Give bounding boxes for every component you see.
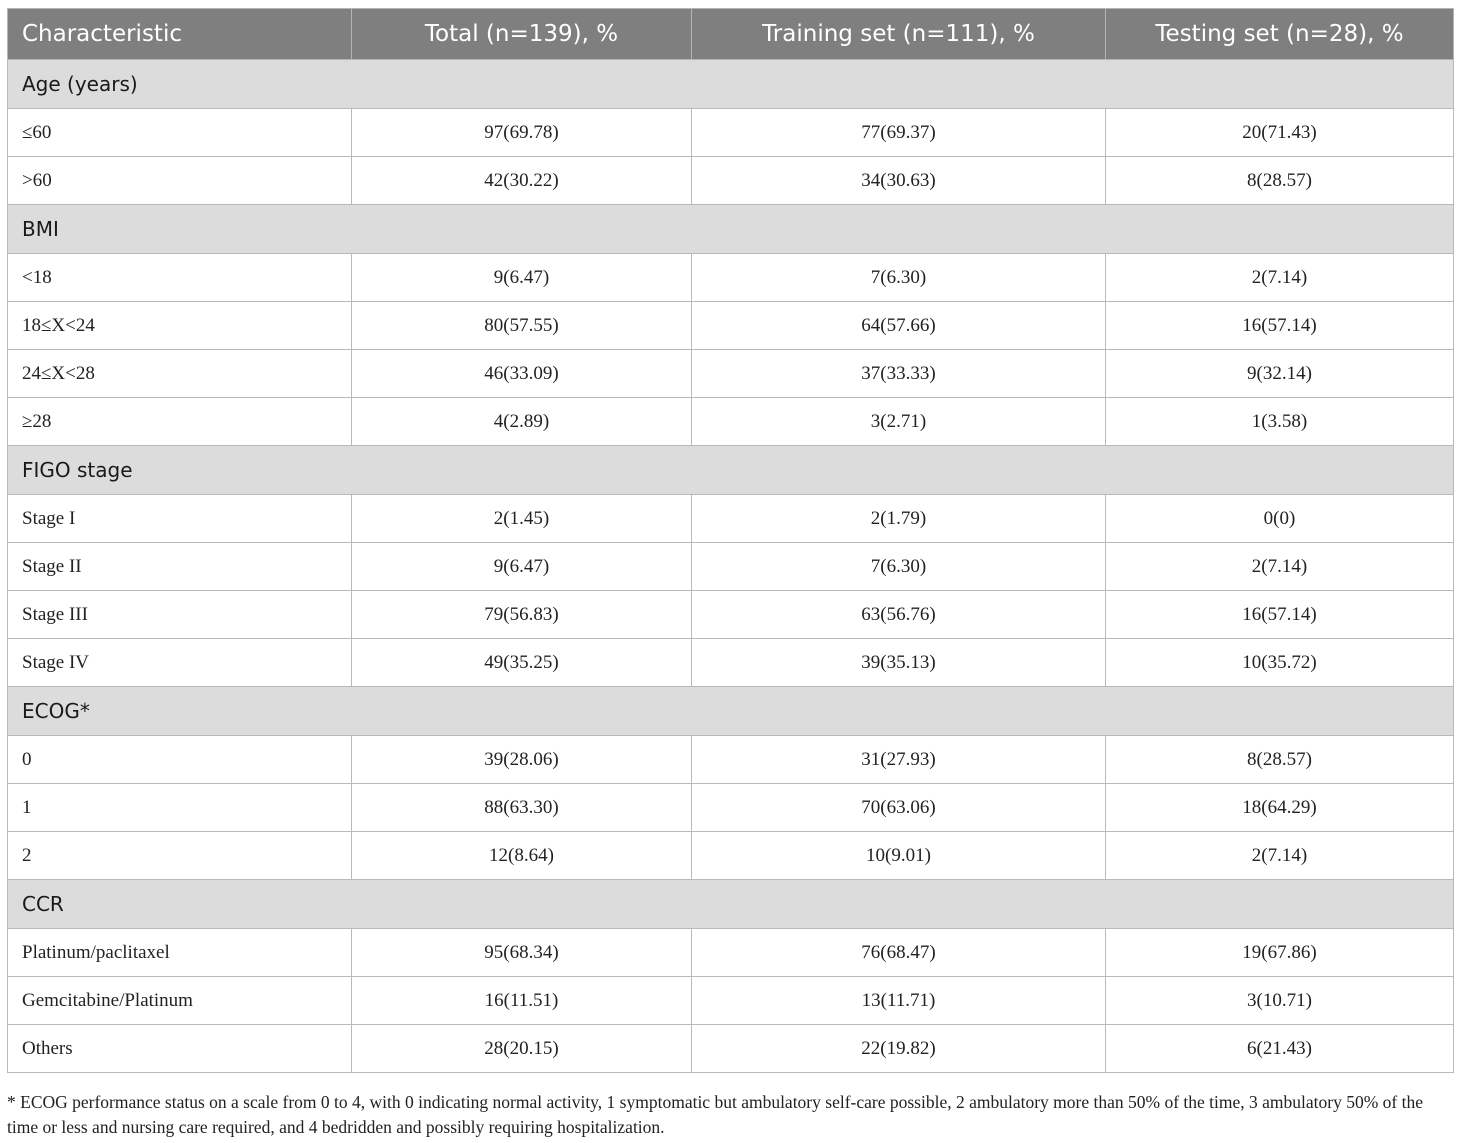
row-label: 24≤X<28 bbox=[8, 350, 352, 398]
cell-training: 2(1.79) bbox=[692, 495, 1106, 543]
table-row bbox=[8, 591, 1454, 639]
section-row-bmi bbox=[8, 205, 1454, 254]
section-title: CCR bbox=[8, 880, 1454, 929]
table-row bbox=[8, 832, 1454, 880]
table-row bbox=[8, 350, 1454, 398]
cell-training: 37(33.33) bbox=[692, 350, 1106, 398]
table-row bbox=[8, 736, 1454, 784]
table-row bbox=[8, 302, 1454, 350]
row-label: Platinum/paclitaxel bbox=[8, 929, 352, 977]
cell-testing: 0(0) bbox=[1106, 495, 1454, 543]
cell-total: 80(57.55) bbox=[352, 302, 692, 350]
row-label: Stage IV bbox=[8, 639, 352, 687]
cell-training: 76(68.47) bbox=[692, 929, 1106, 977]
row-label: ≤60 bbox=[8, 109, 352, 157]
section-title: FIGO stage bbox=[8, 446, 1454, 495]
cell-total: 4(2.89) bbox=[352, 398, 692, 446]
section-row-ccr bbox=[8, 880, 1454, 929]
section-title: BMI bbox=[8, 205, 1454, 254]
cell-training: 63(56.76) bbox=[692, 591, 1106, 639]
table-row bbox=[8, 495, 1454, 543]
cell-total: 9(6.47) bbox=[352, 254, 692, 302]
header-testing-set: Testing set (n=28), % bbox=[1106, 9, 1454, 60]
table-row bbox=[8, 784, 1454, 832]
cell-testing: 8(28.57) bbox=[1106, 157, 1454, 205]
cell-testing: 16(57.14) bbox=[1106, 591, 1454, 639]
cell-training: 13(11.71) bbox=[692, 977, 1106, 1025]
cell-training: 10(9.01) bbox=[692, 832, 1106, 880]
cell-training: 39(35.13) bbox=[692, 639, 1106, 687]
row-label: Stage I bbox=[8, 495, 352, 543]
cell-total: 12(8.64) bbox=[352, 832, 692, 880]
cell-total: 46(33.09) bbox=[352, 350, 692, 398]
characteristics-table-container bbox=[7, 8, 1453, 1073]
table-row bbox=[8, 639, 1454, 687]
cell-total: 2(1.45) bbox=[352, 495, 692, 543]
cell-testing: 2(7.14) bbox=[1106, 254, 1454, 302]
row-label: ≥28 bbox=[8, 398, 352, 446]
section-title: Age (years) bbox=[8, 60, 1454, 109]
row-label: Gemcitabine/Platinum bbox=[8, 977, 352, 1025]
table-row bbox=[8, 109, 1454, 157]
cell-testing: 8(28.57) bbox=[1106, 736, 1454, 784]
cell-testing: 6(21.43) bbox=[1106, 1025, 1454, 1073]
row-label: Others bbox=[8, 1025, 352, 1073]
row-label: 1 bbox=[8, 784, 352, 832]
table-row bbox=[8, 1025, 1454, 1073]
cell-total: 49(35.25) bbox=[352, 639, 692, 687]
cell-total: 95(68.34) bbox=[352, 929, 692, 977]
cell-training: 34(30.63) bbox=[692, 157, 1106, 205]
section-row-figo-stage bbox=[8, 446, 1454, 495]
cell-testing: 2(7.14) bbox=[1106, 543, 1454, 591]
table-header-row bbox=[8, 9, 1454, 60]
cell-total: 16(11.51) bbox=[352, 977, 692, 1025]
row-label: 18≤X<24 bbox=[8, 302, 352, 350]
cell-testing: 19(67.86) bbox=[1106, 929, 1454, 977]
row-label: Stage II bbox=[8, 543, 352, 591]
cell-testing: 1(3.58) bbox=[1106, 398, 1454, 446]
cell-testing: 16(57.14) bbox=[1106, 302, 1454, 350]
table-row bbox=[8, 254, 1454, 302]
cell-total: 9(6.47) bbox=[352, 543, 692, 591]
table-row bbox=[8, 157, 1454, 205]
cell-total: 28(20.15) bbox=[352, 1025, 692, 1073]
table-row bbox=[8, 977, 1454, 1025]
table-row bbox=[8, 543, 1454, 591]
cell-total: 79(56.83) bbox=[352, 591, 692, 639]
cell-training: 64(57.66) bbox=[692, 302, 1106, 350]
row-label: >60 bbox=[8, 157, 352, 205]
table-row bbox=[8, 929, 1454, 977]
header-characteristic: Characteristic bbox=[8, 9, 352, 60]
cell-total: 39(28.06) bbox=[352, 736, 692, 784]
cell-testing: 10(35.72) bbox=[1106, 639, 1454, 687]
cell-total: 97(69.78) bbox=[352, 109, 692, 157]
cell-training: 3(2.71) bbox=[692, 398, 1106, 446]
header-training-set: Training set (n=111), % bbox=[692, 9, 1106, 60]
section-row-ecog bbox=[8, 687, 1454, 736]
cell-training: 7(6.30) bbox=[692, 543, 1106, 591]
cell-total: 42(30.22) bbox=[352, 157, 692, 205]
cell-training: 77(69.37) bbox=[692, 109, 1106, 157]
header-total: Total (n=139), % bbox=[352, 9, 692, 60]
table-row bbox=[8, 398, 1454, 446]
characteristics-table bbox=[7, 8, 1454, 1073]
cell-training: 31(27.93) bbox=[692, 736, 1106, 784]
section-title: ECOG* bbox=[8, 687, 1454, 736]
table-footnote: * ECOG performance status on a scale from 0 to 4, with 0 indicating normal activity, 1 symptomatic but ambulatory self-care possible, 2 ambulatory more than 50% of the time, 3 ambulatory 50% of the time or less and nursing care required, and 4 bedridden and possibly requiring hospitalization. bbox=[7, 1092, 1424, 1137]
cell-total: 88(63.30) bbox=[352, 784, 692, 832]
cell-training: 22(19.82) bbox=[692, 1025, 1106, 1073]
row-label: 2 bbox=[8, 832, 352, 880]
cell-testing: 3(10.71) bbox=[1106, 977, 1454, 1025]
row-label: 0 bbox=[8, 736, 352, 784]
cell-testing: 9(32.14) bbox=[1106, 350, 1454, 398]
cell-training: 70(63.06) bbox=[692, 784, 1106, 832]
cell-testing: 18(64.29) bbox=[1106, 784, 1454, 832]
row-label: <18 bbox=[8, 254, 352, 302]
cell-testing: 2(7.14) bbox=[1106, 832, 1454, 880]
row-label: Stage III bbox=[8, 591, 352, 639]
cell-testing: 20(71.43) bbox=[1106, 109, 1454, 157]
section-row-age bbox=[8, 60, 1454, 109]
cell-training: 7(6.30) bbox=[692, 254, 1106, 302]
